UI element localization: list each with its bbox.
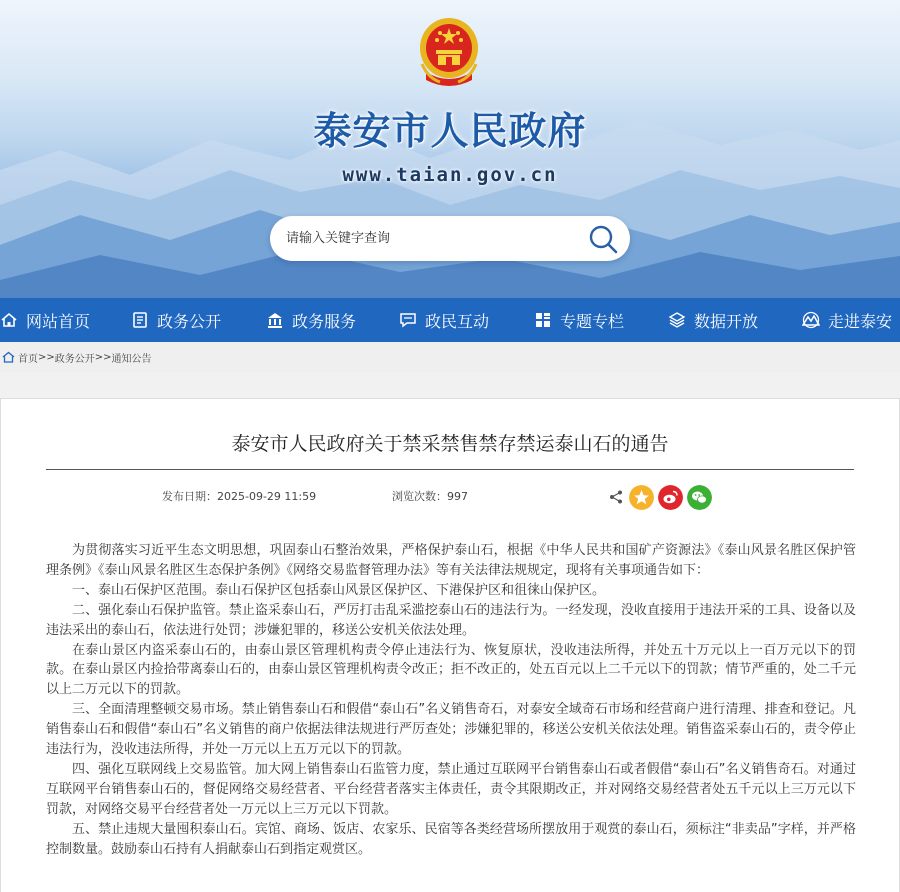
chat-icon xyxy=(399,311,417,329)
article-paragraph: 二、强化泰山石保护监管。禁止盗采泰山石，严厉打击乱采滥挖泰山石的违法行为。一经发现，没收直接用于违法开采的工具、设备以及违法采出的泰山石，依法进行处罚；涉嫌犯罪的，移送公安机关依法处理。 xyxy=(46,602,856,638)
view-count xyxy=(392,488,468,504)
layers-icon xyxy=(668,311,686,329)
nav-item-gov-service[interactable] xyxy=(266,298,356,342)
publish-date-label: 发布日期： xyxy=(162,490,217,503)
breadcrumb-gov-info[interactable]: 政务公开 xyxy=(54,353,95,365)
building-icon xyxy=(266,311,284,329)
article-title: 泰安市人民政府关于禁采禁售禁存禁运泰山石的通告 xyxy=(231,433,669,455)
article-paragraph: 为贯彻落实习近平生态文明思想，巩固泰山石整治效果，严格保护泰山石，根据《中华人民共和国矿产资源法》《泰山风景名胜区保护管理条例》《泰山风景名胜区生态保护条例》《网络交易监督管理办法》等有关法律法规规定，现将有关事项通告如下： xyxy=(46,543,856,578)
article-paragraph: 四、强化互联网线上交易监管。加大网上销售泰山石监管力度，禁止通过互联网平台销售泰山石或者假借“泰山石”名义销售奇石。对通过互联网平台销售泰山石的，督促网络交易经营者、平台经营者落实主体责任，责令其限期改正，并对网络交易经营者处五千元以上三万元以下罚款，对网络交易平台经营者处一万元以上三万元以下罚款。 xyxy=(46,761,856,817)
nav-label: 政务服务 xyxy=(292,311,357,331)
article-card xyxy=(0,398,900,892)
breadcrumb-home[interactable]: 首页 xyxy=(18,353,38,365)
article-paragraph: 在泰山景区内盗采泰山石的，由泰山景区管理机构责令停止违法行为、恢复原状，没收违法所得，并处五十万元以上一百万元以下的罚款。在泰山景区内捡拾带离泰山石的，由泰山景区管理机构责令改正；拒不改正的，处五百元以上二千元以下的罚款；情节严重的，处二千元以上二万元以下的罚款。 xyxy=(46,642,856,698)
breadcrumb-notices[interactable]: 通知公告 xyxy=(111,353,152,365)
nav-label: 政务公开 xyxy=(157,311,222,331)
header-banner xyxy=(0,0,900,298)
breadcrumb-separator: >> xyxy=(94,351,112,363)
search-icon[interactable] xyxy=(586,222,620,256)
nav-label: 政民互动 xyxy=(425,311,490,331)
qzone-icon[interactable] xyxy=(629,485,654,510)
weibo-icon[interactable] xyxy=(658,485,683,510)
nav-item-about-taian[interactable] xyxy=(802,298,892,342)
site-title: 泰安市人民政府 xyxy=(313,109,587,153)
nav-item-gov-info[interactable] xyxy=(131,298,221,342)
view-count-value: 997 xyxy=(447,490,468,503)
main-nav xyxy=(0,298,900,342)
share-icon xyxy=(608,489,624,505)
mountain-icon xyxy=(802,311,820,329)
nav-item-interaction[interactable] xyxy=(399,298,489,342)
article-paragraph: 一、泰山石保护区范围。泰山石保护区包括泰山风景区保护区、下港保护区和徂徕山保护区。 xyxy=(72,582,606,598)
site-url: www.taian.gov.cn xyxy=(342,164,558,186)
nav-item-home[interactable] xyxy=(0,298,90,342)
document-icon xyxy=(131,311,149,329)
search-input[interactable] xyxy=(286,216,576,261)
grid-icon xyxy=(534,311,552,329)
article-body xyxy=(46,541,856,860)
search-box xyxy=(270,216,630,261)
title-divider xyxy=(46,469,854,470)
nav-item-open-data[interactable] xyxy=(668,298,758,342)
home-icon xyxy=(0,311,18,329)
publish-date xyxy=(162,488,316,504)
wechat-icon[interactable] xyxy=(687,485,712,510)
nav-item-topics[interactable] xyxy=(534,298,624,342)
nav-label: 专题专栏 xyxy=(560,311,625,331)
home-icon xyxy=(2,351,15,363)
nav-label: 数据开放 xyxy=(694,311,759,331)
breadcrumb xyxy=(0,342,900,372)
nav-label: 走进泰安 xyxy=(828,311,893,331)
national-emblem-icon xyxy=(416,14,482,90)
breadcrumb-separator: >> xyxy=(38,351,55,363)
view-count-label: 浏览次数： xyxy=(392,490,447,503)
publish-date-value: 2025-09-29 11:59 xyxy=(217,490,317,503)
article-paragraph: 三、全面清理整顿交易市场。禁止销售泰山石和假借“泰山石”名义销售奇石，对泰安全域奇石市场和经营商户进行清理、排查和登记。凡销售泰山石和假借“泰山石”名义销售的商户依据法律法规进行严厉查处；涉嫌犯罪的，移送公安机关依法处理。销售盗采泰山石的，责令停止违法行为，没收违法所得，并处一万元以上五万元以下的罚款。 xyxy=(46,702,856,758)
article-paragraph: 五、禁止违规大量囤积泰山石。宾馆、商场、饭店、农家乐、民宿等各类经营场所摆放用于观赏的泰山石，须标注“非卖品”字样，并严格控制数量。鼓励泰山石持有人捐献泰山石到指定观赏区。 xyxy=(46,821,856,857)
nav-label: 网站首页 xyxy=(26,311,91,331)
